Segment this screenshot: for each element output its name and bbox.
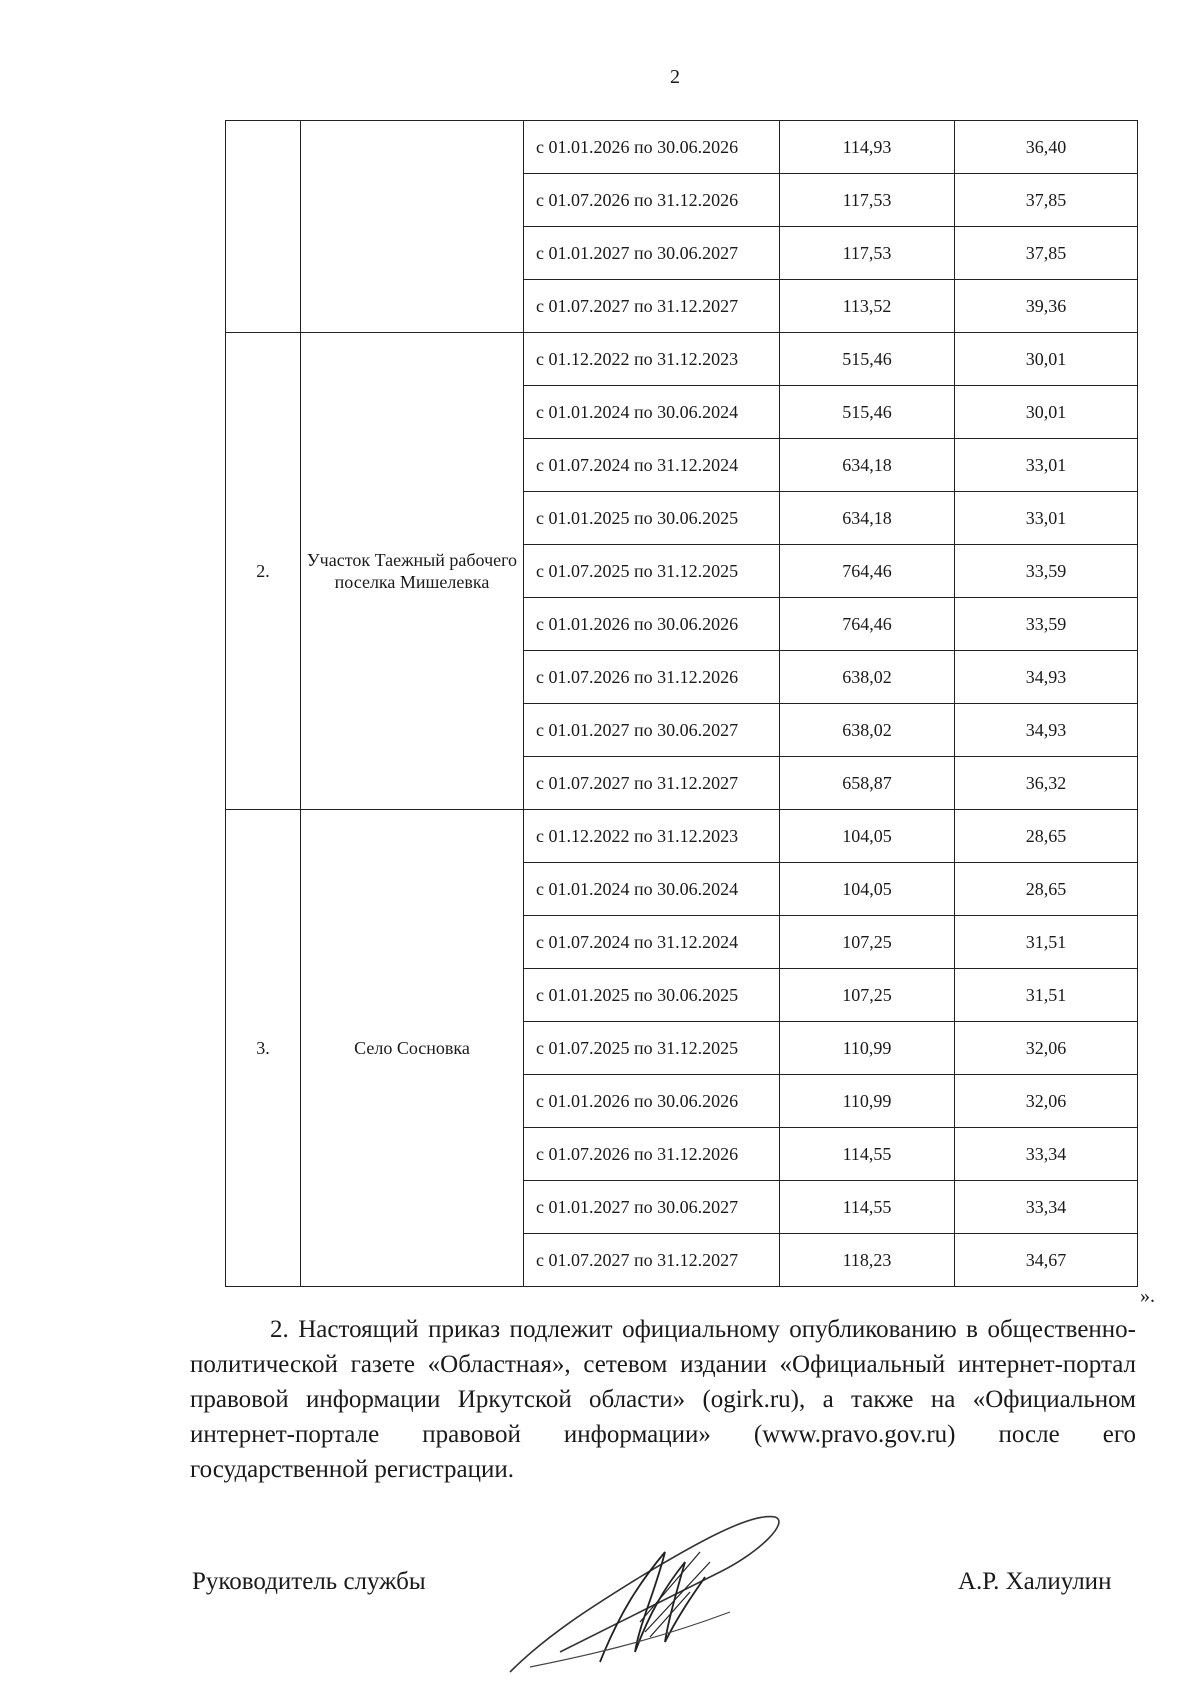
period-cell: с 01.01.2027 по 30.06.2027 — [524, 227, 780, 280]
tariff-value-cell: 107,25 — [780, 969, 955, 1022]
tariff-value-cell-2: 30,01 — [955, 386, 1138, 439]
tariff-value-cell: 114,93 — [780, 121, 955, 174]
tariff-value-cell-2: 33,59 — [955, 545, 1138, 598]
tariff-value-cell: 110,99 — [780, 1075, 955, 1128]
period-cell: с 01.12.2022 по 31.12.2023 — [524, 810, 780, 863]
row-number-cell: 2. — [226, 333, 301, 810]
period-cell: с 01.07.2024 по 31.12.2024 — [524, 439, 780, 492]
period-cell: с 01.07.2024 по 31.12.2024 — [524, 916, 780, 969]
period-cell: с 01.07.2027 по 31.12.2027 — [524, 757, 780, 810]
tariff-value-cell: 118,23 — [780, 1234, 955, 1287]
table-row — [226, 121, 1138, 174]
handwritten-signature — [490, 1492, 790, 1682]
tariff-value-cell-2: 34,67 — [955, 1234, 1138, 1287]
tariff-value-cell-2: 33,34 — [955, 1128, 1138, 1181]
tariff-value-cell-2: 33,01 — [955, 492, 1138, 545]
period-cell: с 01.01.2027 по 30.06.2027 — [524, 1181, 780, 1234]
tariff-value-cell-2: 31,51 — [955, 969, 1138, 1022]
tariff-value-cell: 117,53 — [780, 174, 955, 227]
tariff-value-cell-2: 31,51 — [955, 916, 1138, 969]
period-cell: с 01.07.2025 по 31.12.2025 — [524, 545, 780, 598]
tariff-value-cell: 638,02 — [780, 651, 955, 704]
period-cell: с 01.01.2027 по 30.06.2027 — [524, 704, 780, 757]
tariff-value-cell: 107,25 — [780, 916, 955, 969]
tariff-value-cell: 764,46 — [780, 545, 955, 598]
period-cell: с 01.01.2024 по 30.06.2024 — [524, 386, 780, 439]
tariff-value-cell: 114,55 — [780, 1181, 955, 1234]
locality-name-cell: Участок Таежный рабочего поселка Мишелевка — [301, 333, 524, 810]
tariff-value-cell: 113,52 — [780, 280, 955, 333]
signatory-role: Руководитель службы — [192, 1568, 426, 1595]
period-cell: с 01.07.2026 по 31.12.2026 — [524, 651, 780, 704]
tariff-value-cell-2: 36,40 — [955, 121, 1138, 174]
period-cell: с 01.01.2025 по 30.06.2025 — [524, 969, 780, 1022]
period-cell: с 01.01.2024 по 30.06.2024 — [524, 863, 780, 916]
tariff-value-cell: 515,46 — [780, 333, 955, 386]
table-row — [226, 333, 1138, 386]
publication-paragraph: 2. Настоящий приказ подлежит официальному опубликованию в общественно-политической газете «Областная», сетевом издании «Официальный интернет-портал правовой информации Иркутской области» (ogirk.ru), а также на «Официальном интернет-портале правовой информации» (www.pravo.gov.ru) после его государственной регистрации. — [190, 1316, 1136, 1483]
period-cell: с 01.07.2025 по 31.12.2025 — [524, 1022, 780, 1075]
tariff-value-cell-2: 32,06 — [955, 1022, 1138, 1075]
tariff-value-cell: 658,87 — [780, 757, 955, 810]
tariff-value-cell-2: 33,59 — [955, 598, 1138, 651]
locality-name-cell — [301, 121, 524, 333]
period-cell: с 01.01.2026 по 30.06.2026 — [524, 121, 780, 174]
period-cell: с 01.07.2026 по 31.12.2026 — [524, 174, 780, 227]
tariff-value-cell-2: 28,65 — [955, 810, 1138, 863]
closing-quote: ». — [1140, 1285, 1155, 1307]
tariff-value-cell-2: 37,85 — [955, 174, 1138, 227]
tariff-value-cell: 515,46 — [780, 386, 955, 439]
signatory-name: А.Р. Халиулин — [958, 1568, 1112, 1595]
tariff-value-cell-2: 28,65 — [955, 863, 1138, 916]
tariff-value-cell-2: 34,93 — [955, 651, 1138, 704]
period-cell: с 01.01.2026 по 30.06.2026 — [524, 598, 780, 651]
tariff-value-cell-2: 37,85 — [955, 227, 1138, 280]
tariff-value-cell-2: 39,36 — [955, 280, 1138, 333]
tariff-value-cell-2: 33,34 — [955, 1181, 1138, 1234]
tariff-value-cell: 117,53 — [780, 227, 955, 280]
locality-name-cell: Село Сосновка — [301, 810, 524, 1287]
tariff-value-cell-2: 36,32 — [955, 757, 1138, 810]
period-cell: с 01.01.2025 по 30.06.2025 — [524, 492, 780, 545]
tariff-value-cell: 104,05 — [780, 810, 955, 863]
tariff-value-cell-2: 32,06 — [955, 1075, 1138, 1128]
tariff-value-cell: 104,05 — [780, 863, 955, 916]
tariff-value-cell: 764,46 — [780, 598, 955, 651]
row-number-cell — [226, 121, 301, 333]
period-cell: с 01.07.2027 по 31.12.2027 — [524, 280, 780, 333]
tariff-value-cell: 110,99 — [780, 1022, 955, 1075]
period-cell: с 01.01.2026 по 30.06.2026 — [524, 1075, 780, 1128]
tariff-value-cell-2: 34,93 — [955, 704, 1138, 757]
period-cell: с 01.07.2027 по 31.12.2027 — [524, 1234, 780, 1287]
table-row — [226, 810, 1138, 863]
tariff-value-cell-2: 33,01 — [955, 439, 1138, 492]
tariff-table — [225, 120, 1138, 1287]
period-cell: с 01.07.2026 по 31.12.2026 — [524, 1128, 780, 1181]
tariff-value-cell: 638,02 — [780, 704, 955, 757]
tariff-value-cell-2: 30,01 — [955, 333, 1138, 386]
tariff-value-cell: 634,18 — [780, 492, 955, 545]
row-number-cell: 3. — [226, 810, 301, 1287]
page-number: 2 — [670, 66, 680, 88]
tariff-value-cell: 114,55 — [780, 1128, 955, 1181]
tariff-value-cell: 634,18 — [780, 439, 955, 492]
period-cell: с 01.12.2022 по 31.12.2023 — [524, 333, 780, 386]
